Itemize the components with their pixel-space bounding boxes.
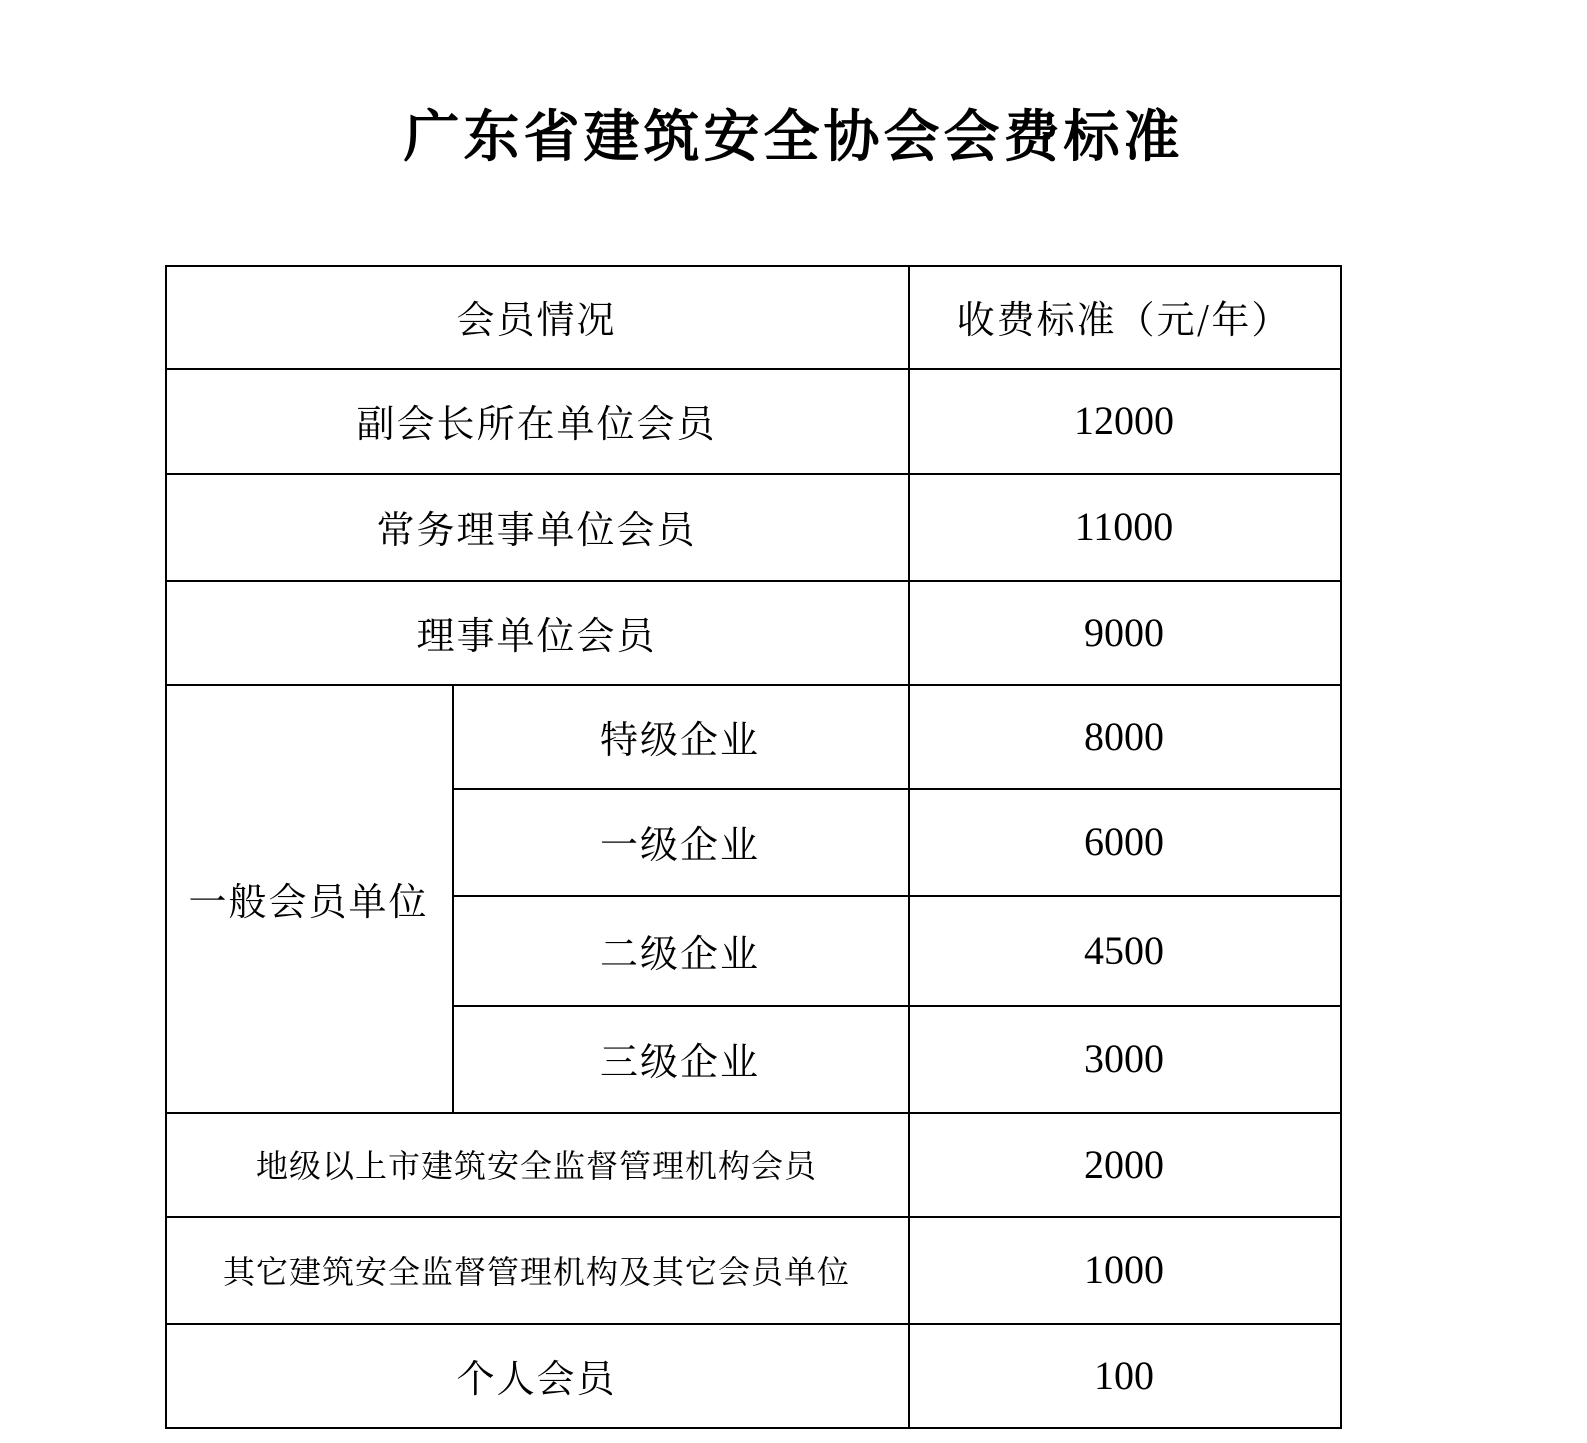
row-category: 其它建筑安全监督管理机构及其它会员单位: [222, 1252, 850, 1291]
header-fee-standard: 收费标准（元/年）: [956, 298, 1292, 342]
row-fee: 3000: [1084, 1036, 1164, 1081]
row-category: 个人会员: [456, 1356, 617, 1401]
row-fee: 8000: [1084, 713, 1164, 759]
row-fee: 6000: [1084, 819, 1164, 864]
row-category: 常务理事单位会员: [376, 508, 697, 552]
row-subcategory: 特级企业: [599, 717, 760, 762]
document-title: 广东省建筑安全协会会费标准: [403, 105, 1184, 170]
row-subcategory: 一级企业: [599, 823, 760, 867]
row-subcategory: 二级企业: [599, 931, 760, 976]
row-category: 理事单位会员: [416, 613, 657, 658]
fee-table: [165, 265, 1340, 1427]
table-border-right: [1340, 265, 1342, 1429]
row-fee: 4500: [1084, 927, 1164, 973]
row-category: 地级以上市建筑安全监督管理机构会员: [255, 1147, 817, 1185]
row-category: 副会长所在单位会员: [356, 402, 717, 446]
row-fee: 11000: [1074, 504, 1174, 549]
general-member-group-label: 一般会员单位: [188, 879, 429, 924]
row-fee: 100: [1094, 1352, 1154, 1398]
row-fee: 9000: [1084, 609, 1164, 655]
row-subcategory: 三级企业: [599, 1040, 760, 1084]
header-member-type: 会员情况: [456, 298, 617, 342]
row-fee: 1000: [1084, 1247, 1164, 1292]
row-fee: 12000: [1074, 398, 1174, 443]
table-border-bottom: [165, 1427, 1342, 1429]
row-fee: 2000: [1084, 1141, 1164, 1187]
